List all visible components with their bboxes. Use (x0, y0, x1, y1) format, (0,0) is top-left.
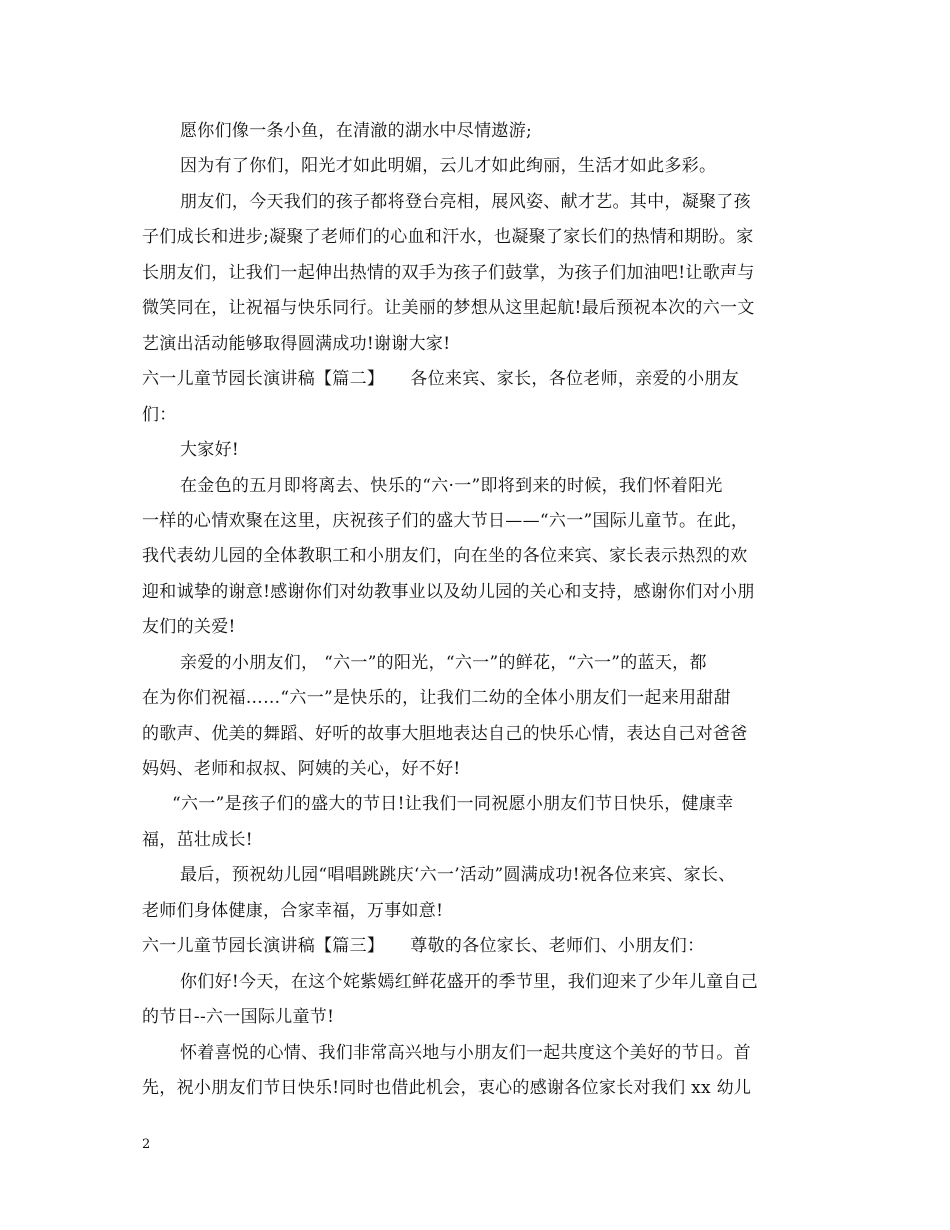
text-line: 们： (142, 405, 177, 425)
text-line: 微笑同在，让祝福与快乐同行。让美丽的梦想从这里起航!最后预祝本次的六一文 (142, 298, 755, 318)
text-line: 我代表幼儿园的全体教职工和小朋友们，向在坐的各位来宾、家长表示热烈的欢 (142, 546, 748, 566)
text-line: 老师们身体健康，合家幸福，万事如意! (142, 901, 444, 921)
text-line: 福，茁壮成长! (142, 830, 253, 850)
text-line: 朋友们，今天我们的孩子都将登台亮相，展风姿、献才艺。其中，凝聚了孩 (180, 192, 751, 212)
text-line: 的歌声、优美的舞蹈、好听的故事大胆地表达自己的快乐心情，表达自己对爸爸 (142, 724, 748, 744)
text-line: 因为有了你们，阳光才如此明媚，云儿才如此绚丽，生活才如此多彩。 (180, 156, 717, 176)
text-line: 在金色的五月即将离去、快乐的“六·一”即将到来的时候，我们怀着阳光 (180, 476, 723, 496)
text-line: 迎和诚挚的谢意!感谢你们对幼教事业以及幼儿园的关心和支持，感谢你们对小朋 (142, 582, 755, 602)
text-line: 妈妈、老师和叔叔、阿姨的关心，好不好! (142, 759, 461, 779)
page-number: 2 (142, 1137, 151, 1152)
text-line: 友们的关爱! (142, 617, 236, 637)
section-heading-line: 六一儿童节园长演讲稿【篇二】 各位来宾、家长，各位老师，亲爱的小朋友 (142, 369, 739, 389)
text-line: 在为你们祝福……“六一”是快乐的，让我们二幼的全体小朋友们一起来用甜甜 (142, 688, 731, 708)
text-line: 你们好!今天，在这个姹紫嫣红鲜花盛开的季节里，我们迎来了少年儿童自己 (180, 972, 759, 992)
text-line: 一样的心情欢聚在这里，庆祝孩子们的盛大节日——“六一”国际儿童节。在此， (142, 511, 749, 531)
text-line: 长朋友们，让我们一起伸出热情的双手为孩子们鼓掌，为孩子们加油吧!让歌声与 (142, 263, 755, 283)
text-line: 怀着喜悦的心情、我们非常高兴地与小朋友们一起共度这个美好的节日。首 (180, 1043, 751, 1063)
text-line: “六一”是孩子们的盛大的节日!让我们一同祝愿小朋友们节日快乐，健康幸 (172, 794, 734, 814)
section-heading-line: 六一儿童节园长演讲稿【篇三】 尊敬的各位家长、老师们、小朋友们： (142, 936, 705, 956)
text-line: 最后，预祝幼儿园“唱唱跳跳庆‘六一’活动”圆满成功!祝各位来宾、家长、 (180, 865, 736, 885)
text-line: 亲爱的小朋友们， “六一”的阳光，“六一”的鲜花，“六一”的蓝天，都 (180, 653, 707, 673)
text-line: 艺演出活动能够取得圆满成功!谢谢大家! (142, 334, 451, 354)
text-line: 大家好! (180, 440, 240, 460)
text-line: 子们成长和进步;凝聚了老师们的心血和汗水，也凝聚了家长们的热情和期盼。家 (142, 227, 754, 247)
text-line: 先，祝小朋友们节日快乐!同时也借此机会，衷心的感谢各位家长对我们 xx 幼儿 (142, 1078, 752, 1098)
text-line: 的节日--六一国际儿童节! (142, 1007, 335, 1027)
text-line: 愿你们像一条小鱼，在清澈的湖水中尽情遨游; (180, 121, 533, 141)
